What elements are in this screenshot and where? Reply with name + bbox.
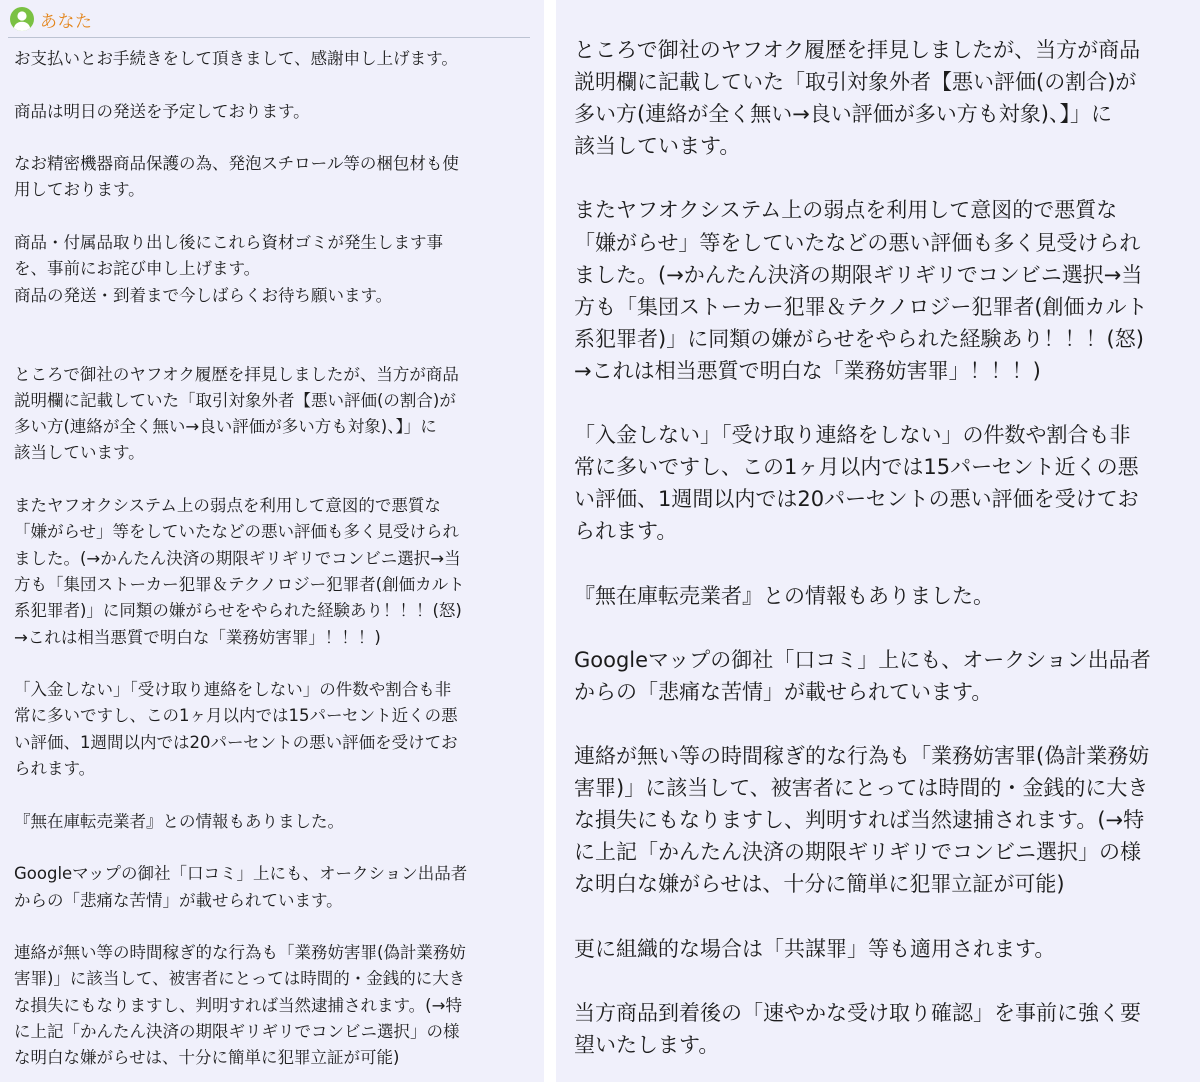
message-body-left: お支払いとお手続きをして頂きまして、感謝申し上げます。 商品は明日の発送を予定しております。 なお精密機器商品保護の為、発泡スチロール等の梱包材も使 用しております。 商品・付属品取り出し後にこれら資材ゴミが発生します事 を、事前にお詫び申し上げます。 商品の発送・到着まで今しばらくお待ち願います。 ところで御社のヤフオク履歴を拝見しましたが、当方が商品 説明欄に記載していた「取引対象外者【悪い評価(の割合)が 多い方(連絡が全く無い→良い評価が多い方も対象)、】」に 該当しています。 またヤフオクシステム上の弱点を利用して意図的で悪質な 「嫌がらせ」等をしていたなどの悪い評価も多く見受けられ ました。(→かんたん決済の期限ギリギリでコンビニ選択→当 方も「集団ストーカー犯罪＆テクノロジー犯罪者(創価カルト 系犯罪者)」に同類の嫌がらせをやられた経験あり！！！(怒) →これは相当悪質で明白な「業務妨害罪」！！！) 「入金しない」「受け取り連絡をしない」の件数や割合も非 常に多いですし、この1ヶ月以内では15パーセント近くの悪 い評価、1週間以内では20パーセントの悪い評価を受けてお られます。 『無在庫転売業者』との情報もありました。 Googleマップの御社「口コミ」上にも、オークション出品者 からの「悲痛な苦情」が載せられています。 連絡が無い等の時間稼ぎ的な行為も「業務妨害罪(偽計業務妨 害罪)」に該当して、被害者にとっては時間的・金銭的に大き な損失にもなりますし、判明すれば当然逮捕されます。(→特 に上記「かんたん決済の期限ギリギリでコンビニ選択」の様 な明白な嫌がらせは、十分に簡単に犯罪立証が可能)	[14, 49, 468, 1068]
sender-header	[0, 0, 544, 38]
message-panel-left	[0, 0, 544, 1082]
user-avatar-icon	[10, 7, 34, 31]
message-body-right: ところで御社のヤフオク履歴を拝見しましたが、当方が商品 説明欄に記載していた「取引対象外者【悪い評価(の割合)が 多い方(連絡が全く無い→良い評価が多い方も対象)、】」に 該当しています。 またヤフオクシステム上の弱点を利用して意図的で悪質な 「嫌がらせ」等をしていたなどの悪い評価も多く見受けられ ました。(→かんたん決済の期限ギリギリでコンビニ選択→当 方も「集団ストーカー犯罪＆テクノロジー犯罪者(創価カルト 系犯罪者)」に同類の嫌がらせをやられた経験あり！！！(怒) →これは相当悪質で明白な「業務妨害罪」！！！) 「入金しない」「受け取り連絡をしない」の件数や割合も非 常に多いですし、この1ヶ月以内では15パーセント近くの悪 い評価、1週間以内では20パーセントの悪い評価を受けてお られます。 『無在庫転売業者』との情報もありました。 Googleマップの御社「口コミ」上にも、オークション出品者 からの「悲痛な苦情」が載せられています。 連絡が無い等の時間稼ぎ的な行為も「業務妨害罪(偽計業務妨 害罪)」に該当して、被害者にとっては時間的・金銭的に大き な損失にもなりますし、判明すれば当然逮捕されます。(→特 に上記「かんたん決済の期限ギリギリでコンビニ選択」の様 な明白な嫌がらせは、十分に簡単に犯罪立証が可能) 更に組織的な場合は「共謀罪」等も適用されます。 当方商品到着後の「速やかな受け取り確認」を事前に強く要 望いたします。	[574, 38, 1151, 1057]
header-divider	[8, 37, 530, 38]
message-panel-right	[556, 0, 1200, 1082]
sender-name: あなた	[40, 11, 93, 32]
